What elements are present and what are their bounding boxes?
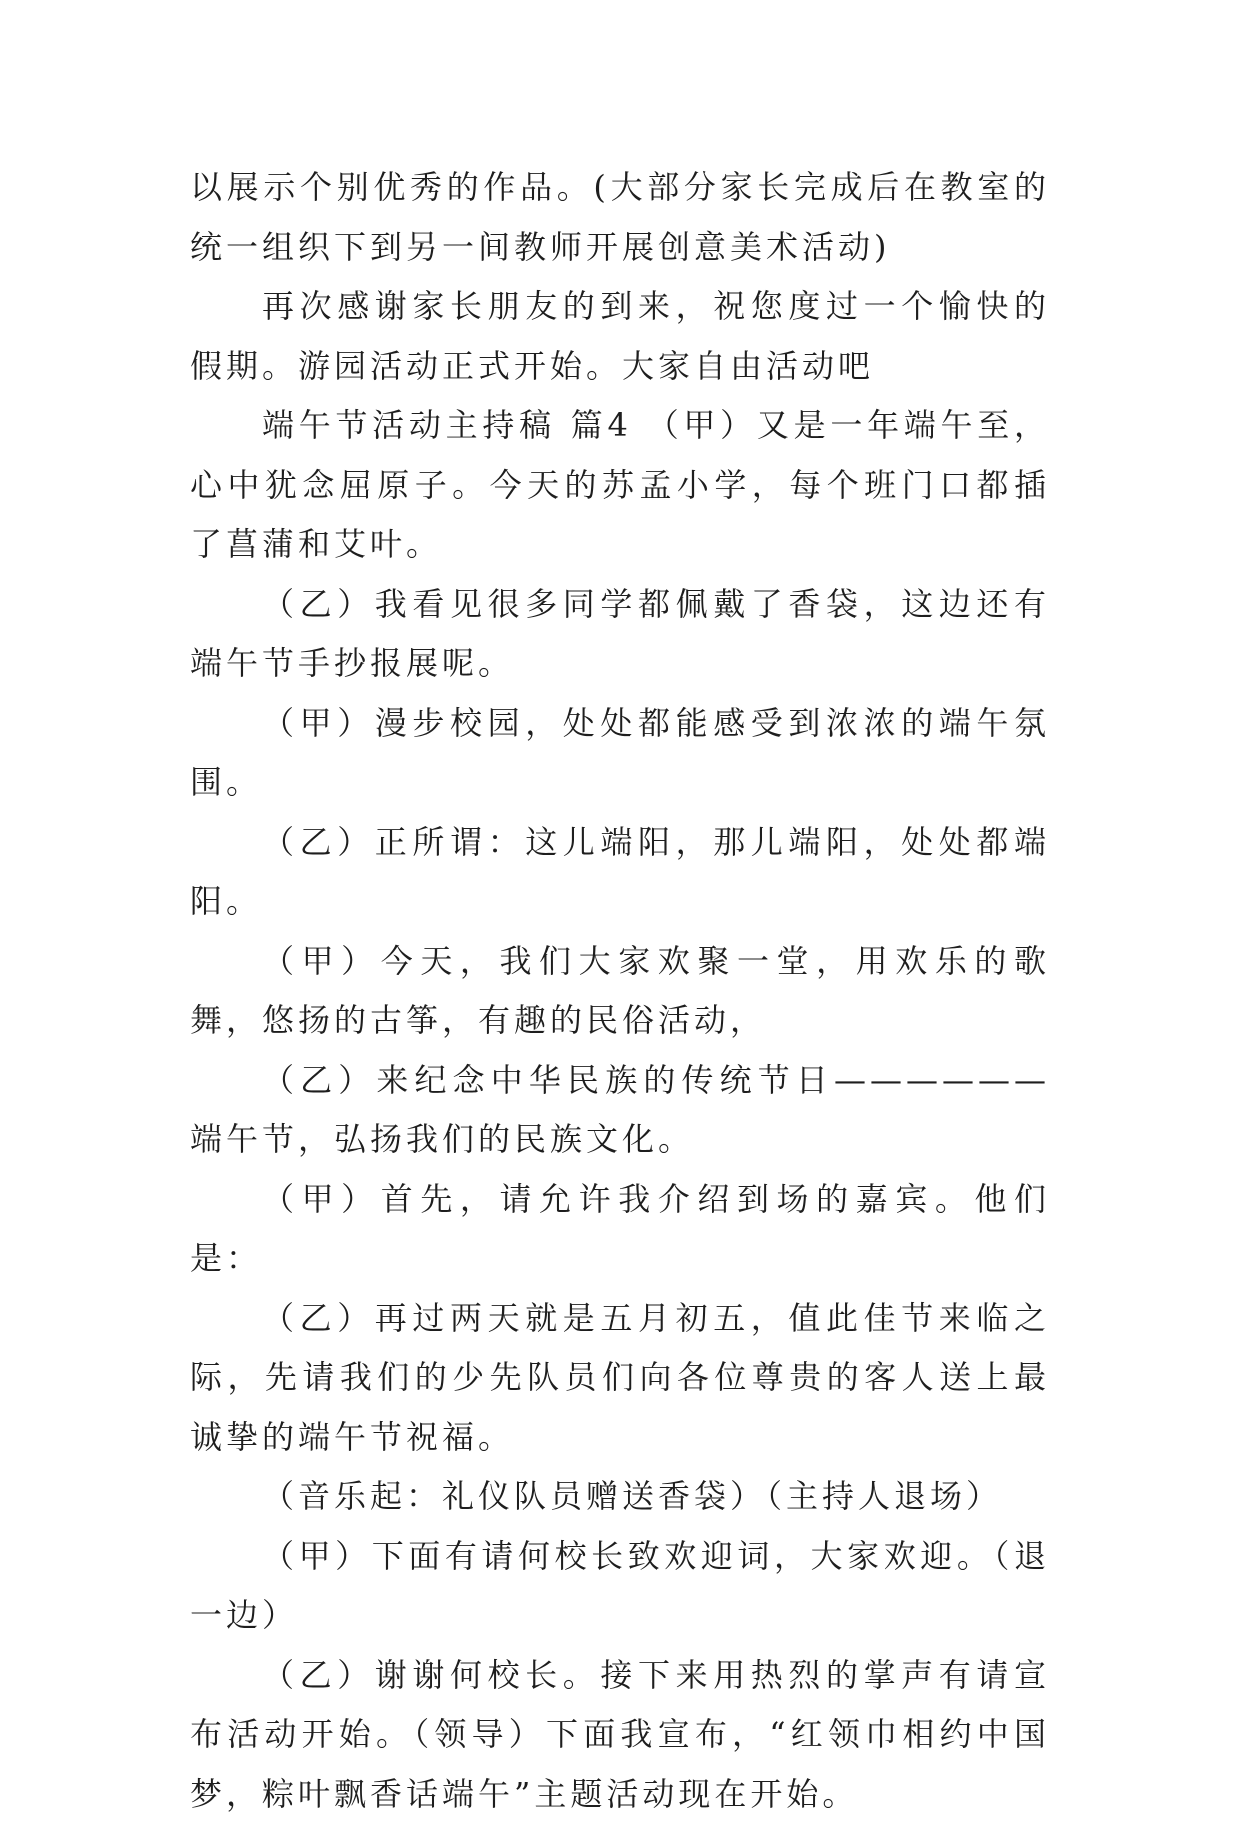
paragraph-10: （乙）再过两天就是五月初五，值此佳节来临之际，先请我们的少先队员们向各位尊贵的客人送上最诚挚的端午节祝福。 xyxy=(190,1289,1050,1468)
paragraph-11: （音乐起：礼仪队员赠送香袋）（主持人退场） xyxy=(190,1467,1050,1527)
paragraph-1: 以展示个别优秀的作品。(大部分家长完成后在教室的统一组织下到另一间教师开展创意美术活动) xyxy=(190,158,1050,277)
paragraph-3: 端午节活动主持稿 篇4 （甲）又是一年端午至，心中犹念屈原子。今天的苏孟小学，每个班门口都插了菖蒲和艾叶。 xyxy=(190,396,1050,575)
paragraph-2: 再次感谢家长朋友的到来，祝您度过一个愉快的假期。游园活动正式开始。大家自由活动吧 xyxy=(190,277,1050,396)
paragraph-9: （甲）首先，请允许我介绍到场的嘉宾。他们是： xyxy=(190,1170,1050,1289)
paragraph-6: （乙）正所谓：这儿端阳，那儿端阳，处处都端阳。 xyxy=(190,813,1050,932)
paragraph-4: （乙）我看见很多同学都佩戴了香袋，这边还有端午节手抄报展呢。 xyxy=(190,575,1050,694)
paragraph-7: （甲）今天，我们大家欢聚一堂，用欢乐的歌舞，悠扬的古筝，有趣的民俗活动， xyxy=(190,932,1050,1051)
paragraph-13: （乙）谢谢何校长。接下来用热烈的掌声有请宣布活动开始。（领导）下面我宣布，“红领巾相约中国梦，粽叶飘香话端午”主题活动现在开始。 xyxy=(190,1646,1050,1824)
paragraph-5: （甲）漫步校园，处处都能感受到浓浓的端午氛围。 xyxy=(190,694,1050,813)
paragraph-8: （乙）来纪念中华民族的传统节日——————端午节，弘扬我们的民族文化。 xyxy=(190,1051,1050,1170)
document-body xyxy=(190,158,1050,1824)
paragraph-12: （甲）下面有请何校长致欢迎词，大家欢迎。（退一边） xyxy=(190,1527,1050,1646)
